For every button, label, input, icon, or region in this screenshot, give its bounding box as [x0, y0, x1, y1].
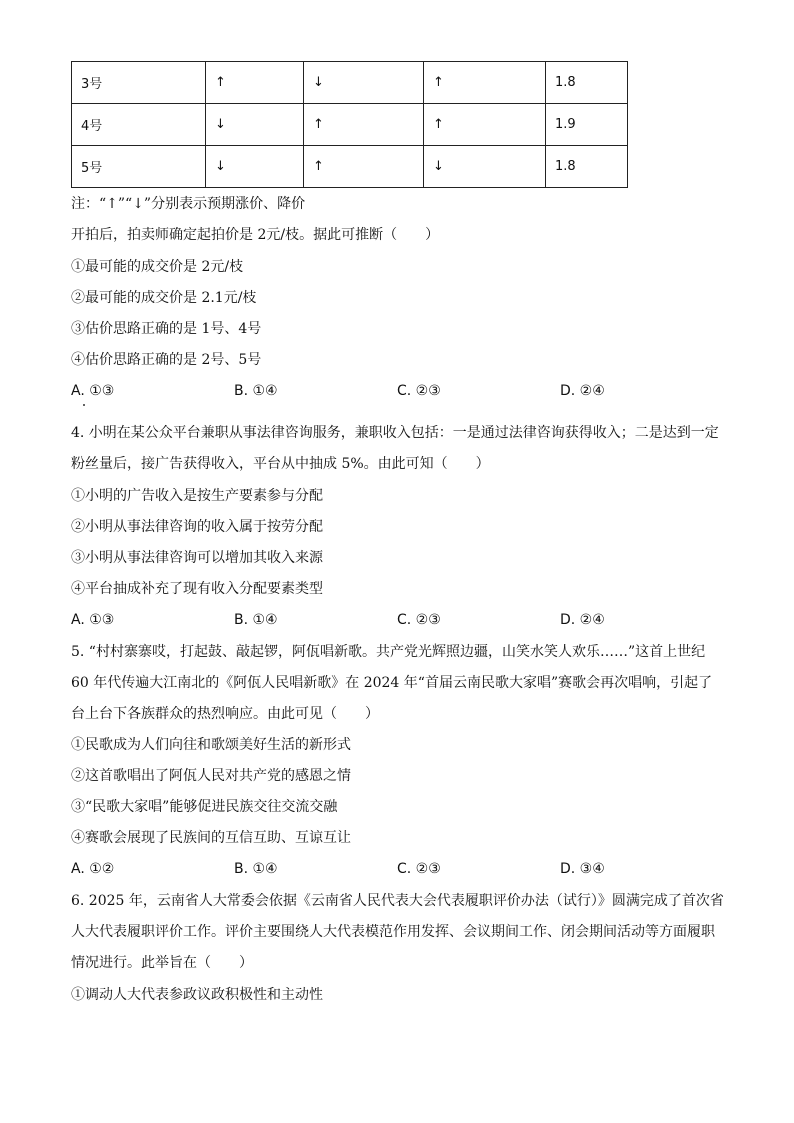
- statement: ④赛歌会展现了民族间的互信互助、互谅互让: [71, 830, 351, 846]
- option-b[interactable]: B. ①④: [234, 612, 278, 628]
- option-c[interactable]: C. ②③: [397, 861, 441, 877]
- statement: ②小明从事法律咨询的收入属于按劳分配: [71, 519, 323, 535]
- option-a[interactable]: A. ①②: [71, 861, 115, 877]
- answer-options: [71, 610, 631, 630]
- table-cell: 1.8: [546, 62, 628, 104]
- stray-dot: [83, 404, 85, 406]
- question-stem: 5. “村村寨寨哎，打起鼓、敲起锣，阿佤唱新歌。共产党光辉照边疆，山笑水笑人欢乐……”这首上世纪: [71, 644, 706, 660]
- table-row: [72, 146, 628, 188]
- price-estimate-table: [71, 61, 628, 188]
- question-stem: 人大代表履职评价工作。评价主要围绕人大代表模范作用发挥、会议期间工作、闭会期间活动等方面履职: [71, 924, 715, 940]
- question-stem: 6. 2025 年，云南省人大常委会依据《云南省人民代表大会代表履职评价办法（试行）》圆满完成了首次省: [71, 893, 724, 909]
- table-row: [72, 104, 628, 146]
- table-cell: ↓: [206, 146, 304, 188]
- question-stem: 60 年代传遍大江南北的《阿佤人民唱新歌》在 2024 年“首届云南民歌大家唱”赛歌会再次唱响，引起了: [71, 675, 713, 691]
- question-stem: 台上台下各族群众的热烈响应。由此可见（ ）: [71, 706, 379, 722]
- statement: ①最可能的成交价是 2元/枝: [71, 259, 244, 275]
- option-b[interactable]: B. ①④: [234, 861, 278, 877]
- question-stem: 情况进行。此举旨在（ ）: [71, 955, 253, 971]
- question-stem: 4. 小明在某公众平台兼职从事法律咨询服务，兼职收入包括：一是通过法律咨询获得收入；二是达到一定: [71, 425, 719, 441]
- question-stem: 粉丝量后，接广告获得收入，平台从中抽成 5%。由此可知（ ）: [71, 456, 490, 472]
- option-c[interactable]: C. ②③: [397, 612, 441, 628]
- statement: ③“民歌大家唱”能够促进民族交往交流交融: [71, 799, 338, 815]
- statement: ④估价思路正确的是 2号、5号: [71, 352, 262, 368]
- answer-options: [71, 859, 631, 879]
- statement: ①调动人大代表参政议政积极性和主动性: [71, 987, 323, 1003]
- option-c[interactable]: C. ②③: [397, 383, 441, 399]
- table-note: 注：“↑”“↓”分别表示预期涨价、降价: [71, 196, 306, 212]
- statement: ①小明的广告收入是按生产要素参与分配: [71, 488, 323, 504]
- option-d[interactable]: D. ②④: [560, 383, 605, 399]
- option-d[interactable]: D. ③④: [560, 861, 605, 877]
- table-cell: 1.9: [546, 104, 628, 146]
- statement: ③小明从事法律咨询可以增加其收入来源: [71, 550, 323, 566]
- option-d[interactable]: D. ②④: [560, 612, 605, 628]
- statement: ①民歌成为人们向往和歌颂美好生活的新形式: [71, 737, 351, 753]
- statement: ④平台抽成补充了现有收入分配要素类型: [71, 581, 323, 597]
- table-cell: 3号: [72, 62, 206, 104]
- answer-options: [71, 381, 631, 401]
- option-b[interactable]: B. ①④: [234, 383, 278, 399]
- table-cell: ↑: [206, 62, 304, 104]
- statement: ②最可能的成交价是 2.1元/枝: [71, 290, 257, 306]
- table-cell: ↓: [304, 62, 424, 104]
- table-cell: ↑: [424, 62, 546, 104]
- table-cell: 1.8: [546, 146, 628, 188]
- question-stem: 开拍后，拍卖师确定起拍价是 2元/枝。据此可推断（ ）: [71, 227, 440, 243]
- table-cell: ↑: [304, 104, 424, 146]
- statement: ③估价思路正确的是 1号、4号: [71, 321, 262, 337]
- table-cell: 5号: [72, 146, 206, 188]
- table-cell: ↑: [304, 146, 424, 188]
- option-a[interactable]: A. ①③: [71, 383, 115, 399]
- table-cell: ↓: [424, 146, 546, 188]
- table-cell: 4号: [72, 104, 206, 146]
- table-cell: ↑: [424, 104, 546, 146]
- option-a[interactable]: A. ①③: [71, 612, 115, 628]
- statement: ②这首歌唱出了阿佤人民对共产党的感恩之情: [71, 768, 351, 784]
- table-row: [72, 62, 628, 104]
- table-cell: ↓: [206, 104, 304, 146]
